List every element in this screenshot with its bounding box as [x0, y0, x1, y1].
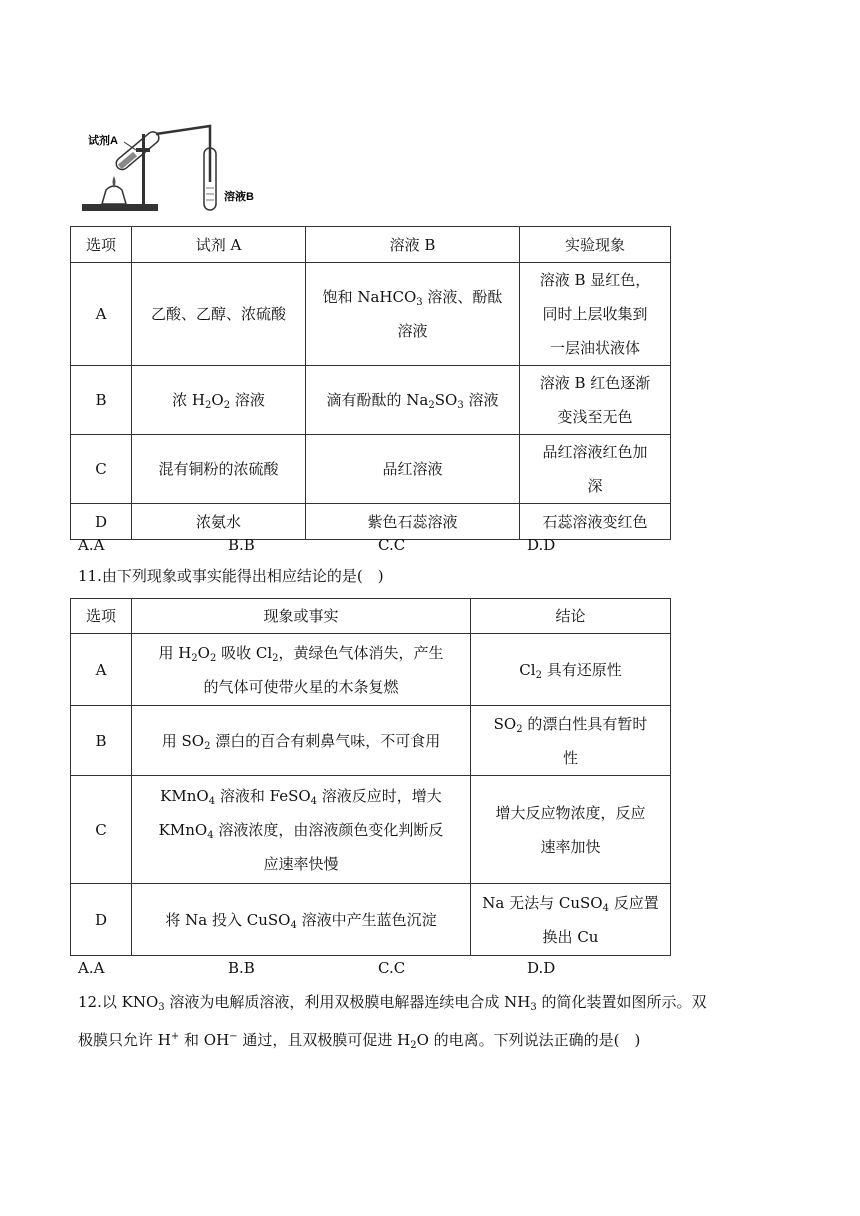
fact-cell: 将 Na 投入 CuSO$_4$ 溶液中产生蓝色沉淀	[132, 884, 471, 956]
q11-stem: 11.由下列现象或事实能得出相应结论的是( )	[78, 567, 384, 585]
fact-cell: 用 $H_2O_2$ 吸收 $Cl_2$，黄绿色气体消失，产生 的气体可使带火星的木条复燃	[132, 634, 471, 706]
header-reagent-a: 试剂 A	[132, 227, 306, 263]
table-row	[71, 504, 671, 540]
reagent-cell: 浓 $H_2O_2$ 溶液	[132, 366, 306, 435]
table-header-row	[71, 227, 671, 263]
solution-cell: 滴有酚酞的 $Na_2SO_3$ 溶液	[306, 366, 520, 435]
reagent-cell: 乙酸、乙醇、浓硫酸	[132, 263, 306, 366]
choice-d[interactable]: D.D	[527, 536, 556, 554]
header-conclusion: 结论	[471, 599, 671, 634]
header-phenomenon: 实验现象	[520, 227, 671, 263]
stand-rod	[142, 134, 145, 204]
reagent-cell: 浓氨水	[132, 504, 306, 540]
conclusion-cell: $SO_2$ 的漂白性具有暂时 性	[471, 706, 671, 776]
stand-base	[82, 204, 158, 211]
q10-table	[70, 226, 671, 540]
label-solution-b: 溶液B	[224, 191, 254, 203]
choice-b[interactable]: B.B	[228, 959, 255, 977]
phenomenon-cell: 溶液 B 红色逐渐 变浅至无色	[520, 366, 671, 435]
option-cell: C	[71, 435, 132, 504]
q11-table	[70, 598, 671, 956]
conclusion-cell: $Cl_2$ 具有还原性	[471, 634, 671, 706]
header-option: 选项	[71, 599, 132, 634]
table-row	[71, 884, 671, 956]
phenomenon-cell: 品红溶液红色加 深	[520, 435, 671, 504]
table-header-row	[71, 599, 671, 634]
choice-c[interactable]: C.C	[378, 959, 406, 977]
conclusion-cell: 增大反应物浓度，反应 速率加快	[471, 776, 671, 884]
choice-a[interactable]: A.A	[78, 536, 105, 554]
delivery-tube	[156, 126, 210, 182]
option-cell: D	[71, 884, 132, 956]
option-cell: D	[71, 504, 132, 540]
choice-a[interactable]: A.A	[78, 959, 105, 977]
fact-cell: 用 $SO_2$ 漂白的百合有刺鼻气味，不可食用	[132, 706, 471, 776]
table-row	[71, 706, 671, 776]
header-option: 选项	[71, 227, 132, 263]
conclusion-cell: Na 无法与 CuSO$_4$ 反应置 换出 Cu	[471, 884, 671, 956]
alcohol-lamp	[102, 186, 126, 204]
solution-cell: 紫色石蕊溶液	[306, 504, 520, 540]
option-cell: B	[71, 706, 132, 776]
choice-d[interactable]: D.D	[527, 959, 556, 977]
clamp	[136, 148, 150, 152]
distillation-apparatus-figure	[78, 112, 278, 216]
solution-cell: 饱和 NaHCO$_3$ 溶液、酚酞 溶液	[306, 263, 520, 366]
table-row	[71, 366, 671, 435]
phenomenon-cell: 溶液 B 显红色， 同时上层收集到 一层油状液体	[520, 263, 671, 366]
phenomenon-cell: 石蕊溶液变红色	[520, 504, 671, 540]
option-cell: C	[71, 776, 132, 884]
header-solution-b: 溶液 B	[306, 227, 520, 263]
option-cell: B	[71, 366, 132, 435]
option-cell: A	[71, 634, 132, 706]
table-row	[71, 634, 671, 706]
option-cell: A	[71, 263, 132, 366]
header-fact: 现象或事实	[132, 599, 471, 634]
reagent-cell: 混有铜粉的浓硫酸	[132, 435, 306, 504]
solution-cell: 品红溶液	[306, 435, 520, 504]
table-row	[71, 263, 671, 366]
choice-c[interactable]: C.C	[378, 536, 406, 554]
q12-stem-line2: 极膜只允许 H+ 和 OH− 通过，且双极膜可促进 $H_2O$ 的电离。下列说法正确的是( )	[78, 1031, 641, 1051]
label-reagent-a: 试剂A	[88, 135, 118, 147]
choice-b[interactable]: B.B	[228, 536, 255, 554]
table-row	[71, 776, 671, 884]
table-row	[71, 435, 671, 504]
q12-stem-line1: 12.以 $KNO_3$ 溶液为电解质溶液，利用双极膜电解器连续电合成 $NH_3$ 的简化装置如图所示。双	[78, 993, 707, 1013]
fact-cell: KMnO$_4$ 溶液和 FeSO$_4$ 溶液反应时，增大 KMnO$_4$ 溶液浓度，由溶液颜色变化判断反 应速率快慢	[132, 776, 471, 884]
